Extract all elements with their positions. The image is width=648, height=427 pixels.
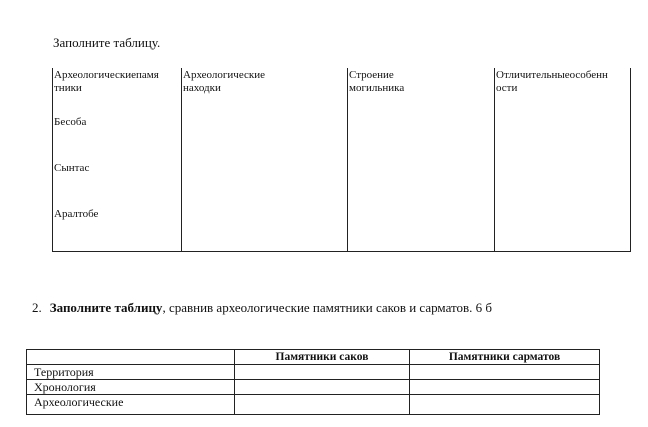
instruction-text: Заполните таблицу. bbox=[53, 35, 161, 50]
table-border-left bbox=[52, 68, 53, 252]
table-column-divider bbox=[181, 68, 182, 252]
table-saka-sarmatian bbox=[26, 349, 600, 415]
table-border-right bbox=[630, 68, 631, 252]
table-row-label: Территория bbox=[34, 365, 94, 379]
table-row-divider bbox=[26, 364, 600, 365]
table-column-divider bbox=[347, 68, 348, 252]
table-header-cell: Археологические находки bbox=[183, 69, 265, 94]
table-border-right bbox=[599, 349, 600, 415]
table-header-saka: Памятники саков bbox=[275, 351, 369, 363]
table-border-left bbox=[26, 349, 27, 415]
table-row-label: Аралтобе bbox=[54, 208, 99, 220]
table-row-label: Хронология bbox=[34, 380, 96, 394]
table-row-divider bbox=[26, 379, 600, 380]
table-column-divider bbox=[494, 68, 495, 252]
table-header-cell: Археологическиепамя тники bbox=[54, 69, 159, 94]
table-row-label: Сынтас bbox=[54, 162, 90, 174]
task-number: 2. bbox=[32, 300, 42, 315]
table-row-label: Археологические bbox=[34, 395, 124, 409]
table-border-bottom bbox=[52, 251, 631, 252]
table-header-cell: Строение могильника bbox=[349, 69, 405, 94]
table-header-sarmatian: Памятники сарматов bbox=[448, 351, 561, 363]
table-header-cell: Отличительныеособенн ости bbox=[496, 69, 608, 94]
task-bold-text: Заполните таблицу bbox=[49, 300, 163, 315]
table-archaeological-sites bbox=[52, 68, 632, 252]
task-2-text bbox=[32, 300, 492, 316]
table-border-bottom bbox=[26, 414, 600, 415]
task-text: , сравнив археологические памятники саков и сарматов. 6 б bbox=[162, 300, 493, 315]
table-row-label: Бесоба bbox=[54, 116, 87, 128]
